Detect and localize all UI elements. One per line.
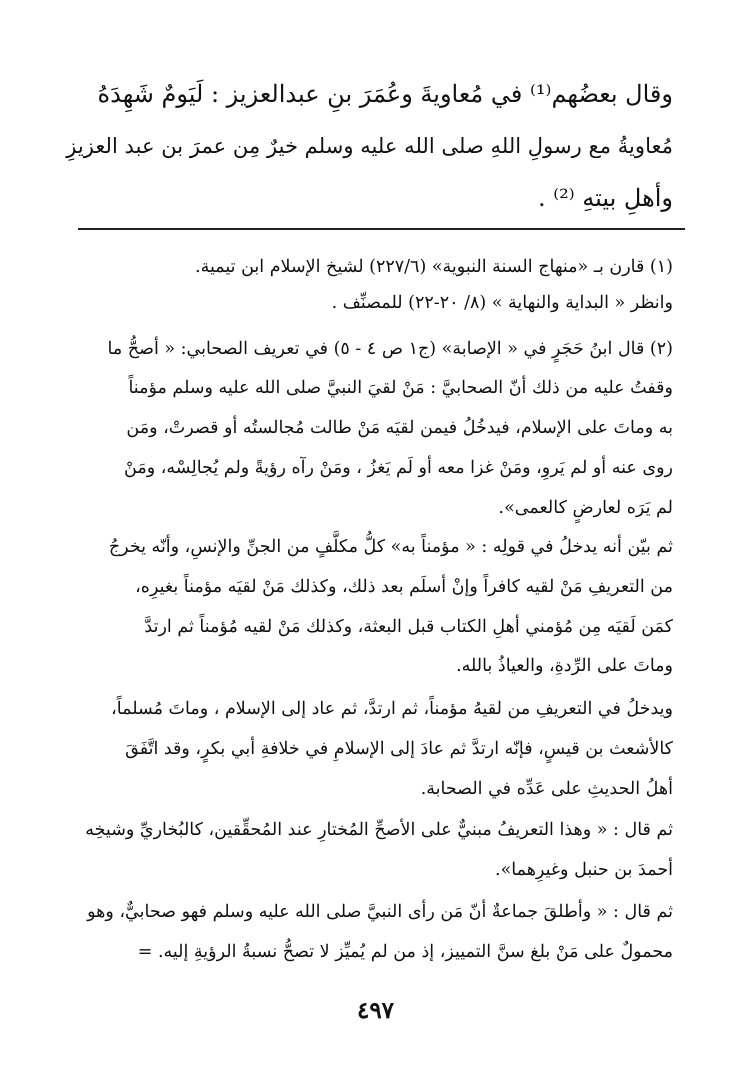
footnote-line: كمَن لَقيَه مِن مُؤمني أهلِ الكتاب قبل البعثة، وكذلك مَنْ لقيه مُؤمناً ثم ارتدَّ	[144, 617, 673, 637]
footnote-line: ثم قال : « وأطلقَ جماعةٌ أنّ مَن رأى النبيَّ صلى الله عليه وسلم فهو صحابيٌّ، وهو	[87, 902, 673, 922]
page-number: ٤٩٧	[356, 997, 395, 1024]
footnote-line: (١) قارن بـ «منهاج السنة النبوية» (٢٢٧/٦) لشيخ الإسلام ابن تيمية.	[195, 257, 673, 277]
footnote-line: ويدخلُ في التعريفِ من لقيهُ مؤمناً، ثم ارتدَّ، ثم عاد إلى الإسلام ، وماتَ مُسلماً،	[111, 699, 673, 719]
footnote-line: ثم بيّن أنه يدخلُ في قولِه : « مؤمناً به» كلُّ مكلَّفٍ من الجنِّ والإنسِ، وأنّه يخرجُ	[108, 537, 673, 557]
main-text-line-1: وقال بعضُهم⁽¹⁾ في مُعاويةَ وعُمَرَ بنِ عبدالعزيز : لَيَومٌ شَهِدَهُ	[97, 80, 673, 108]
footnote-line: روى عنه أو لم يَروِ، ومَنْ غزا معه أو لَم يَغزُ ، ومَنْ رآه رؤيةً ولم يُجالِسْه، ومَنْ	[124, 458, 673, 478]
footnote-line: أهلُ الحديثِ على عَدِّه في الصحابة.	[420, 779, 673, 799]
footnote-line: من التعريفِ مَنْ لقيه كافراً وإنْ أسلَم بعد ذلك، وكذلك مَنْ لقيَه مؤمناً بغيرِه،	[135, 577, 673, 597]
footnote-line: لم يَرَه لعارضٍ كالعمى».	[498, 498, 673, 518]
footnote-line: محمولٌ على مَنْ بلغ سنَّ التمييز، إذ من لم يُميِّز لا تصحُّ نسبةُ الرؤيةِ إليه. =	[137, 942, 673, 962]
main-text-line-2: مُعاويةُ مع رسولِ اللهِ صلى الله عليه وسلم خيرٌ مِن عمرَ بن عبد العزيزِ	[66, 133, 673, 158]
footnote-line: وانظر « البداية والنهاية » (٨/ ٢٠-٢٢) للمصنِّف .	[331, 293, 673, 313]
footnote-line: كالأشعث بن قيسٍ، فإنّه ارتدَّ ثم عادَ إلى الإسلامِ في خلافةِ أبي بكرٍ، وقد اتَّفَقَ	[125, 739, 673, 759]
footnote-line: وقفتُ عليه من ذلك أنّ الصحابيَّ : مَنْ لقيَ النبيَّ صلى الله عليه وسلم مؤمناً	[128, 378, 673, 398]
footnote-line: ثم قال : « وهذا التعريفُ مبنيٌّ على الأصحِّ المُختارِ عند المُحقِّقين، كالبُخاريِّ وشيخِه	[85, 820, 673, 840]
footnote-line: أحمدَ بن حنبل وغيرِهما».	[495, 860, 673, 880]
footnote-separator	[78, 228, 685, 230]
footnote-line: وماتَ على الرِّدةِ، والعياذُ بالله.	[456, 656, 673, 676]
footnote-line: (٢) قال ابنُ حَجَرٍ في « الإصابة» (ج١ ص ٤ - ٥) في تعريف الصحابي: « أصحُّ ما	[107, 339, 673, 359]
footnote-line: به وماتَ على الإسلام، فيدخُلُ فيمن لقيَه مَنْ طالت مُجالستُه أو قصرتْ، ومَن	[126, 418, 673, 438]
main-text-line-3: وأهلِ بيتهِ ⁽²⁾ .	[537, 184, 673, 212]
